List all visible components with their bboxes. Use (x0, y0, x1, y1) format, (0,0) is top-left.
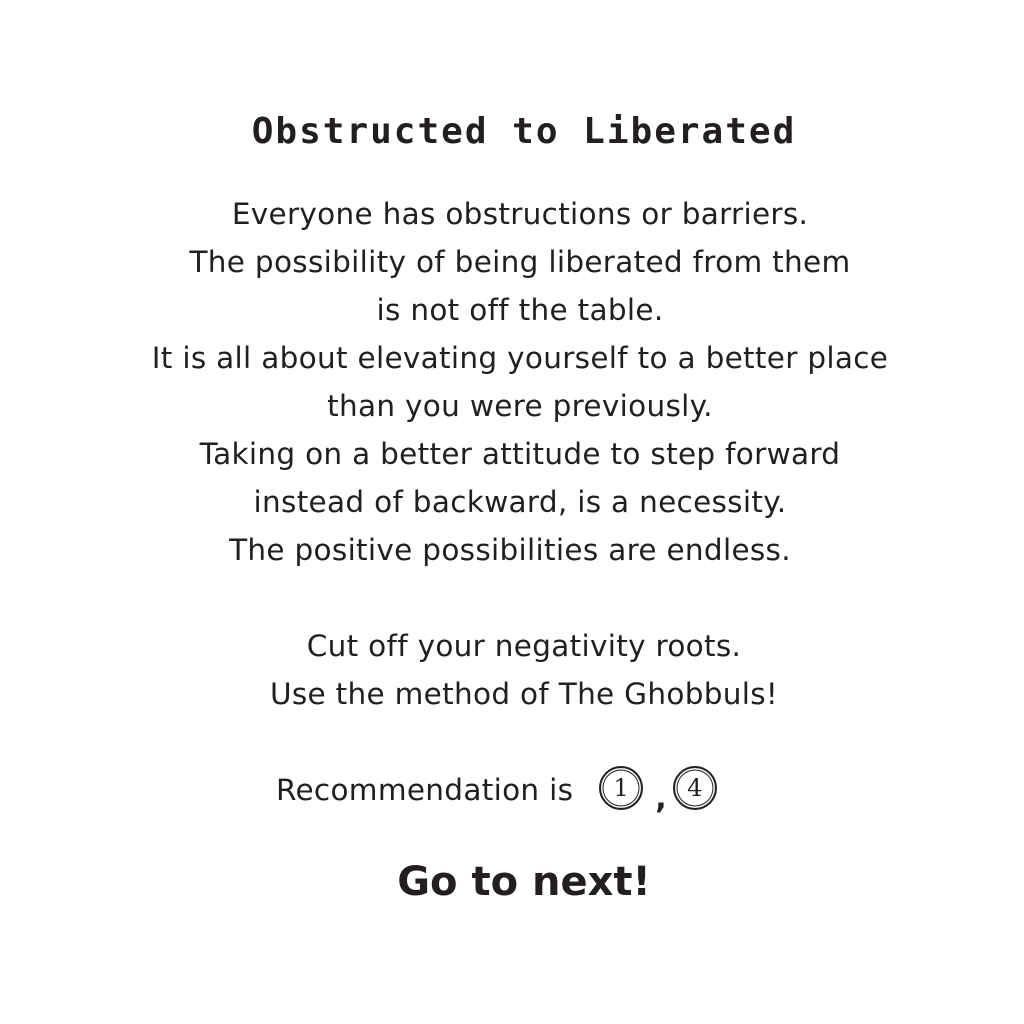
body-line: Everyone has obstructions or barriers. (231, 197, 809, 231)
go-to-next-link[interactable]: Go to next! (397, 859, 651, 905)
body-line: than you were previously. (327, 389, 713, 423)
circled-number-4: 4 (673, 766, 717, 810)
body-paragraph (0, 190, 1024, 574)
page-title: Obstructed to Liberated (251, 111, 797, 152)
closing-paragraph (0, 622, 1024, 718)
closing-line: Cut off your negativity roots. (306, 629, 742, 663)
body-line: The possibility of being liberated from them (189, 245, 851, 279)
circled-number-1: 1 (599, 766, 643, 810)
closing-line: Use the method of The Ghobbuls! (269, 677, 779, 711)
body-line: The positive possibilities are endless. (229, 533, 791, 567)
recommendation-separator: , (655, 781, 667, 816)
body-line: It is all about elevating yourself to a better place (151, 341, 889, 375)
recommendation-label: Recommendation is (276, 773, 574, 807)
body-line: Taking on a better attitude to step forward (199, 437, 841, 471)
body-line: instead of backward, is a necessity. (253, 485, 787, 519)
recommendation-row (276, 758, 717, 818)
body-line: is not off the table. (376, 293, 664, 327)
